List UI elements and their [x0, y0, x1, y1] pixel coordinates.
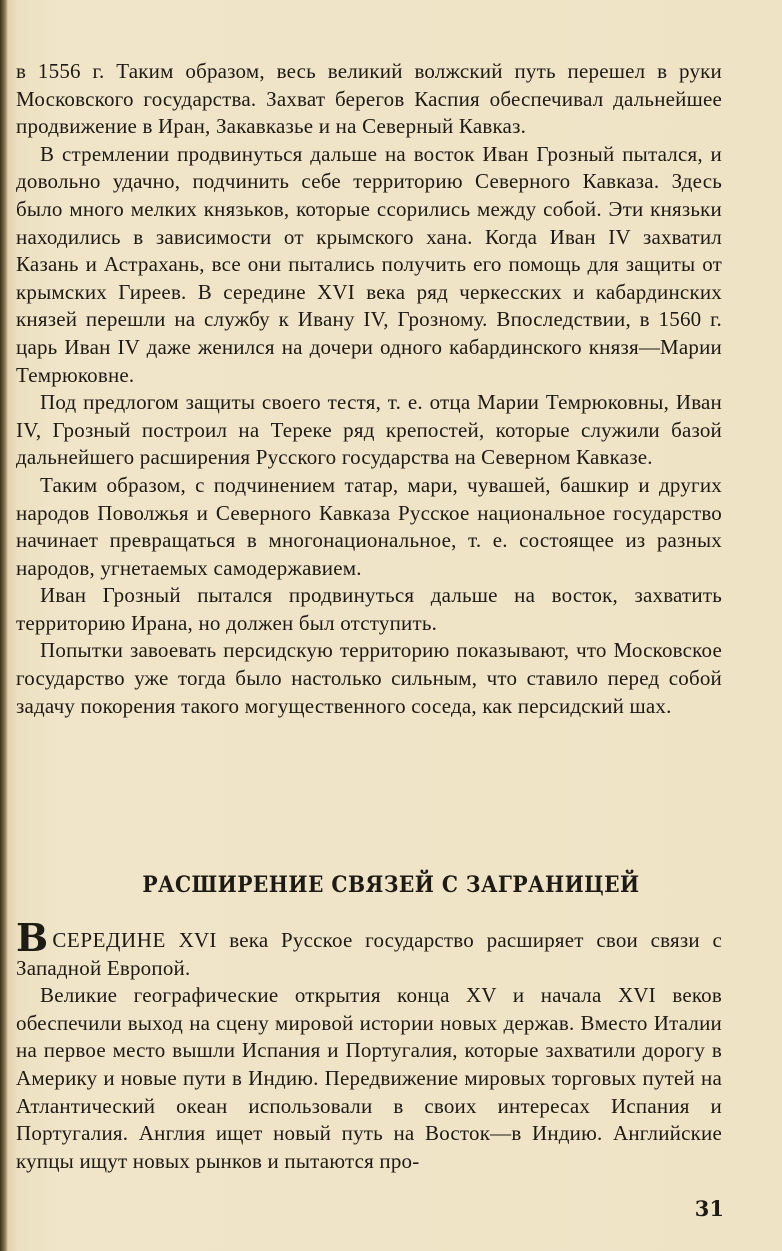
- drop-cap: В: [16, 915, 49, 960]
- paragraph-3: Под предлогом защиты своего тестя, т. е. отца Марии Темрюковны, Иван IV, Грозный построил на Тереке ряд крепостей, которые служили базой дальнейшего расширения Русского государства на Северном Кавказе.: [16, 390, 722, 470]
- paragraph-6: Попытки завоевать персидскую территорию показывают, что Московское государство уже тогда было настолько сильным, что ставило перед собой задачу покорения такого могущественного соседа, как персидский шах.: [16, 638, 722, 718]
- section-opening-paragraph: [16, 915, 722, 982]
- paragraph-4: Таким образом, с подчинением татар, мари, чувашей, башкир и других народов Поволжья и Северного Кавказа Русское национальное государство начинает превращаться в многонациональное, т. е. состоящее из разных народов, угнетаемых самодержавием.: [16, 472, 722, 580]
- paragraph-2: В стремлении продвинуться дальше на восток Иван Грозный пытался, и довольно удачно, подчинить себе территорию Северного Кавказа. Здесь было много мелких князьков, которые ссорились между собой. Эти князьки находились в зависимости от крымского хана. Когда Иван IV захватил Казань и Астрахань, все они пытались получить его помощь для защиты от крымских Гиреев. В середине XVI века ряд черкесских и кабардинских князей перешли на службу к Ивану IV, Грозному. Впоследствии, в 1560 г. царь Иван IV даже женился на дочери одного кабардинского князя—Марии Темрюковне.: [16, 141, 722, 387]
- top-text-block: [16, 58, 722, 720]
- caps-lead-word: СЕРЕДИНЕ: [52, 928, 166, 952]
- paragraph-7: Великие географические открытия конца XV и начала XVI веков обеспечили выход на сцену мировой истории новых держав. Вместо Италии на первое место вышли Испания и Португалия, которые захватили дорогу в Америку и новые пути в Индию. Передвижение мировых торговых путей на Атлантический океан использовали в своих интересах Испания и Португалия. Англия ищет новый путь на Восток—в Индию. Английские купцы ищут новых рынков и пытаются про-: [16, 983, 722, 1173]
- section-heading: РАСШИРЕНИЕ СВЯЗЕЙ С ЗАГРАНИЦЕЙ: [142, 872, 640, 898]
- page-number: 31: [694, 1196, 724, 1221]
- opening-rest: XVI века Русское государство расширяет свои связи с Западной Европой.: [16, 928, 722, 980]
- binding-edge: [0, 0, 8, 1251]
- paragraph-1: в 1556 г. Таким образом, весь великий волжский путь перешел в руки Московского государства. Захват берегов Каспия обеспечивал дальнейшее продвижение в Иран, Закавказье и на Северный Кавказ.: [16, 59, 722, 139]
- paragraph-5: Иван Грозный пытался продвинуться дальше на восток, захватить территорию Ирана, но должен был отступить.: [16, 583, 722, 635]
- bottom-text-block: [16, 915, 722, 1175]
